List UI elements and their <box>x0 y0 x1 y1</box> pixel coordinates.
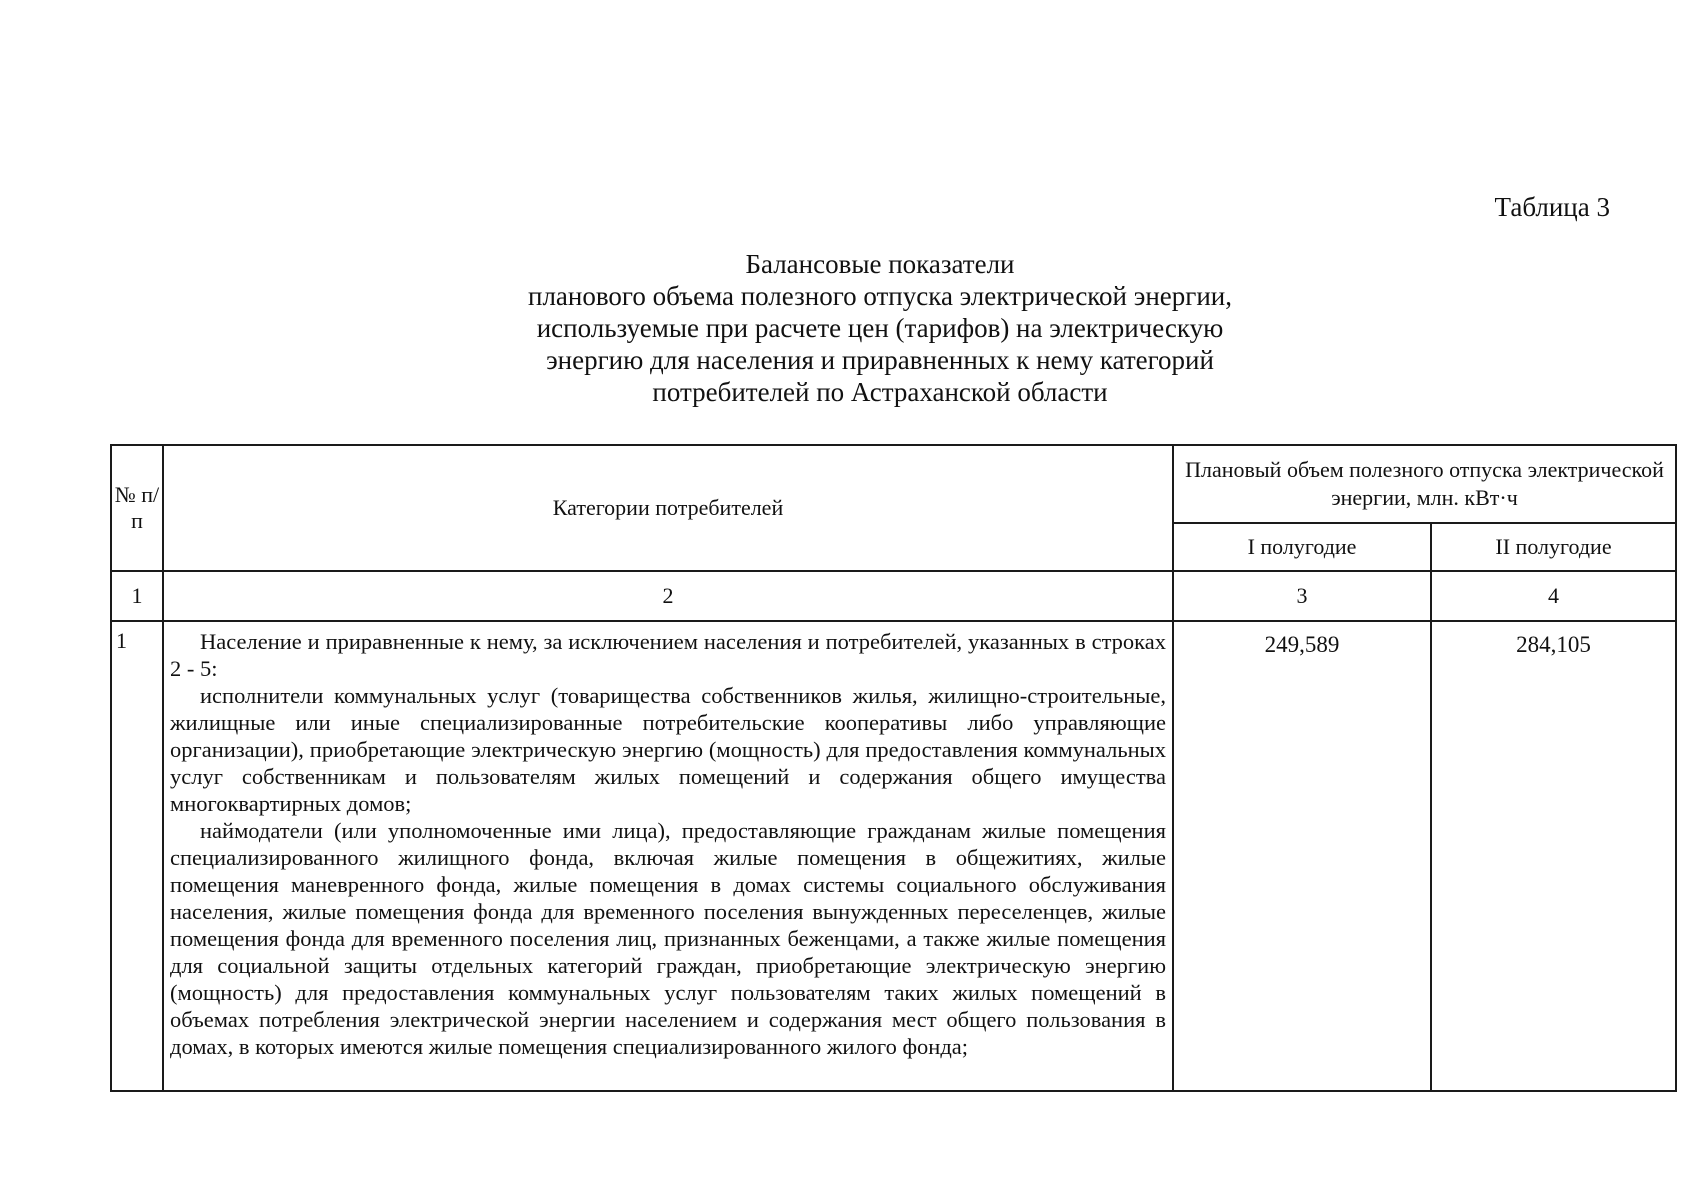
category-paragraph: наймодатели (или уполномоченные ими лица), предоставляющие гражданам жилые помещения специализированного жилищного фонда, включая жилые помещения в общежитиях, жилые помещения маневренного фонда, жилые помещения в домах системы социального обслуживания населения, жилые помещения фонда для временного поселения вынужденных переселенцев, жилые помещения фонда для временного поселения лиц, признанных беженцами, а также жилые помещения для социальной защиты отдельных категорий граждан, приобретающие электрическую энергию (мощность) для предоставления коммунальных услуг пользователям таких жилых помещений в объемах потребления электрической энергии населением и содержания мест общего пользования в домах, в которых имеются жилые помещения специализированного жилого фонда; <box>170 818 1166 1059</box>
balance-table <box>110 444 1677 1092</box>
header-number: № п/п <box>111 445 163 571</box>
title-line: потребителей по Астраханской области <box>652 377 1108 407</box>
value-half2: 284,105 <box>1431 621 1676 1091</box>
index-cell: 3 <box>1173 571 1431 621</box>
title-line: планового объема полезного отпуска электрической энергии, <box>528 281 1232 311</box>
category-paragraph: исполнители коммунальных услуг (товарищества собственников жилья, жилищно-строительные, жилищные или иные специализированные потребительские кооперативы либо управляющие организации), приобретающие электрическую энергию (мощность) для предоставления коммунальных услуг собственникам и пользователям жилых помещений и содержания общего имущества многоквартирных домов; <box>170 683 1166 816</box>
title-line: энергию для населения и приравненных к нему категорий <box>546 345 1214 375</box>
title-line: Балансовые показатели <box>745 249 1015 279</box>
value-half1: 249,589 <box>1173 621 1431 1091</box>
row-number: 1 <box>111 621 163 1091</box>
title-line: используемые при расчете цен (тарифов) на электрическую <box>536 313 1224 343</box>
index-cell: 2 <box>163 571 1173 621</box>
index-cell: 4 <box>1431 571 1676 621</box>
document-title <box>380 248 1380 408</box>
table-row <box>111 621 1676 1091</box>
header-volume: Плановый объем полезного отпуска электрической энергии, млн. кВт·ч <box>1173 445 1676 523</box>
category-paragraph: Население и приравненные к нему, за исключением населения и потребителей, указанных в строках 2 - 5: <box>170 629 1166 681</box>
header-category: Категории потребителей <box>163 445 1173 571</box>
index-cell: 1 <box>111 571 163 621</box>
category-description <box>163 621 1173 1091</box>
header-half1: I полугодие <box>1173 523 1431 571</box>
header-half2: II полугодие <box>1431 523 1676 571</box>
table-label: Таблица 3 <box>1494 192 1610 222</box>
